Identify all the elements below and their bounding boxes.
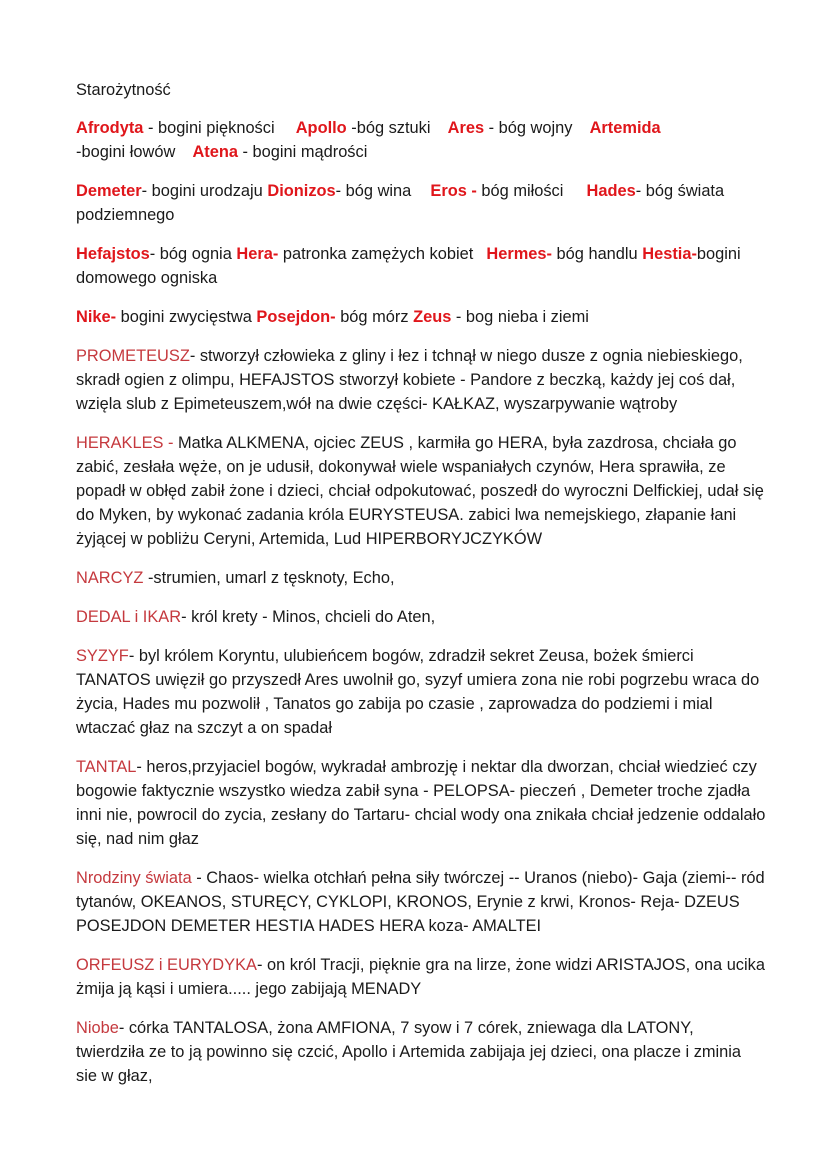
myth-paragraph-herakles [76,431,766,551]
myth-paragraph-syzyf [76,644,766,740]
god-name-posejdon: Posejdon- [256,308,336,326]
god-name-zeus: Zeus [413,308,452,326]
god-desc-zeus: - bog nieba i ziemi [451,308,589,326]
document-page [76,78,766,1103]
god-desc-hermes: bóg handlu [552,245,638,263]
myth-paragraph-niobe [76,1016,766,1088]
god-name-nike: Nike- [76,308,117,326]
myth-text-narcyz: -strumien, umarl z tęsknoty, Echo, [143,569,395,587]
god-desc-hefajstos: - bóg ognia [149,245,232,263]
myth-text-tantal: - heros,przyjaciel bogów, wykradał ambrozję i nektar dla dworzan, chciał wiedzieć czy bogowie faktycznie wszystko wiedza zabił syna - PELOPSA- pieczeń , Demeter troche zjadła inni nie, powrocil do zycia, zesłany do Tartaru- chcial wody ona znikała chciał jedzenie oddalało się, nad nim głaz [76,758,766,848]
god-name-eros: Eros - [430,182,477,200]
myth-heading-dedal-ikar: DEDAL i IKAR [76,608,182,626]
god-desc-nike: bogini zwycięstwa [116,308,252,326]
god-desc-hades: - bóg świata podziemnego [76,182,725,224]
god-desc-apollo: -bóg sztuki [346,119,431,137]
god-name-ares: Ares [447,119,485,137]
myth-paragraph-narodziny-swiata [76,866,766,938]
god-name-hera: Hera- [236,245,279,263]
god-name-hermes: Hermes- [486,245,552,263]
god-name-atena: Atena [192,143,238,161]
god-name-afrodyta: Afrodyta [76,119,144,137]
god-name-demeter: Demeter [76,182,142,200]
myth-heading-syzyf: SYZYF [76,647,129,665]
god-desc-dionizos: - bóg wina [335,182,412,200]
god-desc-eros: bóg miłości [476,182,564,200]
myth-heading-narodziny-swiata: Nrodziny świata [76,869,192,887]
gods-paragraph-4 [76,305,766,329]
god-desc-hestia: bogini domowego ogniska [76,245,741,287]
god-desc-atena: - bogini mądrości [237,143,368,161]
god-name-hestia: Hestia- [642,245,697,263]
myth-heading-niobe: Niobe [76,1019,119,1037]
myth-paragraph-narcyz [76,566,766,590]
myth-text-herakles: Matka ALKMENA, ojciec ZEUS , karmiła go HERA, była zazdrosa, chciała go zabić, zesłała węże, on je udusił, dokonywał wiele wspaniałych czynów, Hera sprawiła, ze popadł w obłęd zabił żone i dzieci, chciał odpokutować, poszedł do wyroczni Delfickiej, udał się do Myken, by wykonać zadania króla EURYSTEUSA. zabici lwa nemejskiego, złapanie łani żyjącej w pobliżu Ceryni, Artemida, Lud HIPERBORYJCZYKÓW [76,434,764,548]
gods-paragraph-2 [76,179,766,227]
gods-paragraph-1 [76,116,766,164]
myth-text-prometeusz: - stworzył człowieka z gliny i łez i tchnął w niego dusze z ognia niebieskiego, skradł ogien z olimpu, HEFAJSTOS stworzył kobiete - Pandore z beczką, każdy jej coś dał, wzięla slub z Epimeteuszem,wół na dwie części- KAŁKAZ, wyszarpywanie wątroby [76,347,743,413]
god-name-artemida: Artemida [589,119,661,137]
god-desc-posejdon: bóg mórz [335,308,409,326]
myth-paragraph-tantal [76,755,766,851]
myth-heading-prometeusz: PROMETEUSZ [76,347,190,365]
document-title: Starożytność [76,81,171,99]
myth-paragraph-dedal-ikar [76,605,766,629]
god-desc-ares: - bóg wojny [484,119,573,137]
myth-heading-orfeusz-eurydyka: ORFEUSZ i EURYDYKA [76,956,257,974]
myth-paragraph-orfeusz-eurydyka [76,953,766,1001]
god-name-hades: Hades [586,182,636,200]
god-name-hefajstos: Hefajstos [76,245,150,263]
myth-text-niobe: - córka TANTALOSA, żona AMFIONA, 7 syow i 7 córek, zniewaga dla LATONY, twierdziła ze to ją powinno się czcić, Apollo i Artemida zabijaja jej dzieci, ona placze i zminia sie w głaz, [76,1019,742,1085]
myth-paragraph-prometeusz [76,344,766,416]
myth-heading-narcyz: NARCYZ [76,569,144,587]
myth-text-syzyf: - byl królem Koryntu, ulubieńcem bogów, zdradził sekret Zeusa, bożek śmierci TANATOS uwięził go przyszedł Ares uwolnił go, syzyf umiera zona nie robi pogrzebu wraca do życia, Hades mu pozwolił , Tanatos go zabija po czasie , zaprowadza do podziemi i mial wtaczać głaz na szczyt a on spadał [76,647,760,737]
god-desc-demeter: - bogini urodzaju [141,182,263,200]
myth-text-orfeusz-eurydyka: - on król Tracji, pięknie gra na lirze, żone widzi ARISTAJOS, ona ucika żmija ją kąsi i umiera..... jego zabijają MENADY [76,956,765,998]
gods-paragraph-3 [76,242,766,290]
myth-text-narodziny-swiata: - Chaos- wielka otchłań pełna siły twórczej -- Uranos (niebo)- Gaja (ziemi-- ród tytanów, OKEANOS, STURĘCY, CYKLOPI, KRONOS, Erynie z krwi, Kronos- Reja- DZEUS POSEJDON DEMETER HESTIA HADES HERA koza- AMALTEI [76,869,765,935]
god-desc-afrodyta: - bogini piękności [143,119,275,137]
myth-heading-herakles: HERAKLES - [76,434,174,452]
god-name-dionizos: Dionizos [267,182,336,200]
god-desc-artemida: -bogini łowów [76,143,176,161]
myth-text-dedal-ikar: - król krety - Minos, chcieli do Aten, [181,608,436,626]
myth-heading-tantal: TANTAL [76,758,137,776]
god-desc-hera: patronka zamężych kobiet [278,245,474,263]
god-name-apollo: Apollo [295,119,347,137]
